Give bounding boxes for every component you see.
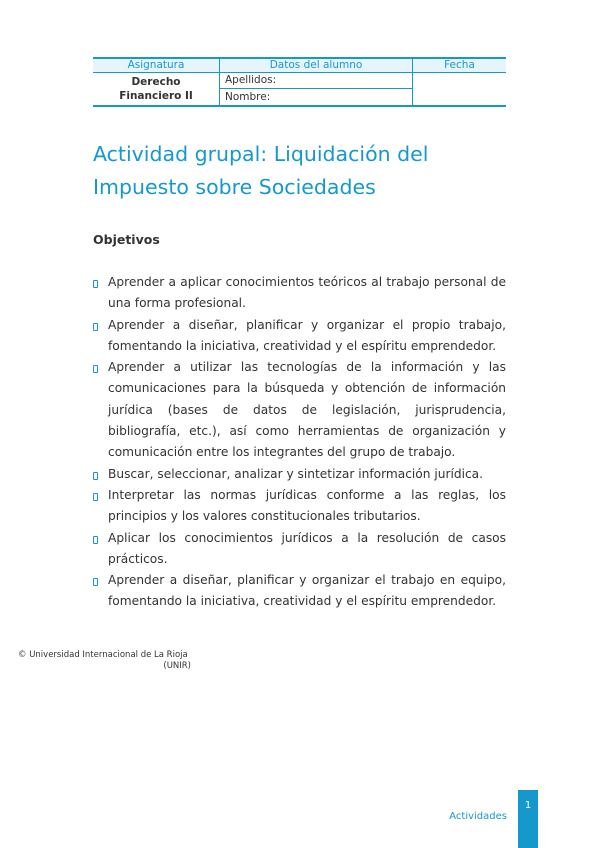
subject-name-line1: Derecho [131,76,181,88]
list-item [93,315,506,358]
subject-name-line2: Financiero II [119,90,193,102]
title-line1: Actividad grupal: Liquidación del [93,142,429,166]
section-heading-objectives: Objetivos [93,232,160,247]
copyright-line2: (UNIR) [163,661,191,671]
bullet-icon [93,493,98,501]
list-item [93,570,506,613]
list-item [93,464,506,485]
list-item [93,357,506,463]
list-item-text: Interpretar las normas jurídicas conforme a las reglas, los principios y los valores constitucionales tributarios. [108,487,506,524]
list-item-text: Aprender a diseñar, planificar y organizar el propio trabajo, fomentando la iniciativa, creatividad y el espíritu emprendedor. [108,317,506,353]
table-header-row [93,58,506,73]
page-number: 1 [524,800,532,811]
list-item [93,272,506,315]
student-info-table [93,57,506,107]
list-item-text: Aplicar los conocimientos jurídicos a la resolución de casos prácticos. [108,530,506,566]
list-item-text: Buscar, seleccionar, analizar y sintetizar información jurídica. [108,466,484,481]
list-item [93,485,506,528]
column-header-date: Fecha [413,58,507,73]
bullet-icon [93,365,98,373]
copyright-notice [18,650,191,672]
title-line2: Impuesto sobre Sociedades [93,175,376,199]
surname-field[interactable]: Apellidos: [220,73,413,89]
name-field[interactable]: Nombre: [220,89,413,106]
page-number-tab [518,790,538,848]
list-item-text: Aprender a diseñar, planificar y organizar el trabajo en equipo, fomentando la iniciativa, creatividad y el espíritu emprendedor. [108,573,506,609]
subject-cell [93,73,220,107]
bullet-icon [93,472,98,480]
date-field[interactable] [413,73,507,107]
column-header-student-data: Datos del alumno [220,58,413,73]
bullet-icon [93,280,98,288]
column-header-subject: Asignatura [93,58,220,73]
table-row [93,73,506,89]
page-title [93,138,513,204]
copyright-line1: © Universidad Internacional de La Rioja [18,650,188,660]
objectives-list [93,272,506,613]
list-item-text: Aprender a utilizar las tecnologías de la información y las comunicaciones para la búsqueda y obtención de información jurídica (bases de datos de legislación, jurisprudencia, bibliografía, etc.), así como herramientas de organización y comunicación entre los integrantes del grupo de trabajo. [108,360,506,460]
bullet-icon [93,323,98,331]
bullet-icon [93,536,98,544]
list-item [93,528,506,571]
list-item-text: Aprender a aplicar conocimientos teóricos al trabajo personal de una forma profesional. [108,275,506,311]
footer-section-label: Actividades [449,811,507,822]
bullet-icon [93,578,98,586]
